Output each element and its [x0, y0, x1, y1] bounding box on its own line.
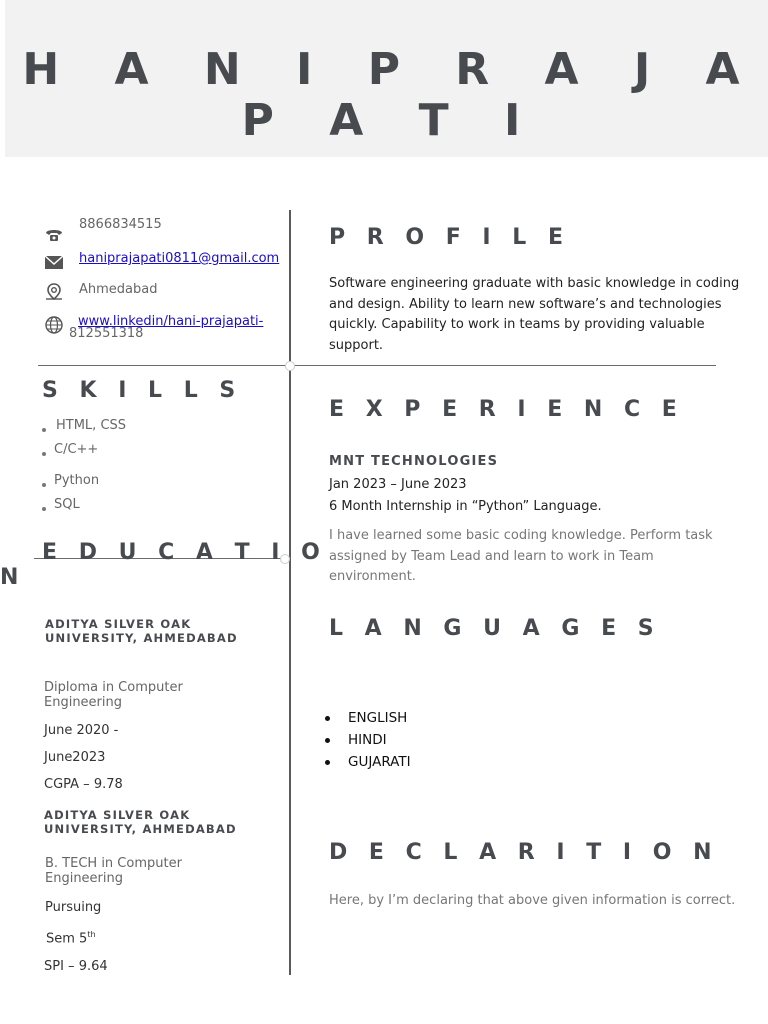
skills-title: S K I L L S [42, 378, 243, 403]
divider-profile-right [292, 365, 716, 366]
education-semester-text: Sem 5 [46, 931, 88, 947]
skill-bullet [42, 428, 46, 432]
education-degree: Diploma in Computer Engineering [44, 680, 183, 710]
linkedin-link-continued: 812551318 [69, 326, 144, 341]
languages-title: L A N G U A G E S [329, 616, 661, 641]
phone-number: 8866834515 [79, 217, 162, 232]
education-period-start: June 2020 - [44, 723, 119, 738]
skill-bullet [42, 483, 46, 487]
profile-title: P R O F I L E [329, 225, 570, 250]
education-status: Pursuing [45, 900, 102, 915]
education-title-overflow: N [0, 565, 26, 590]
education-score: CGPA – 9.78 [44, 777, 123, 792]
education-period-end: June2023 [44, 750, 106, 765]
experience-title: E X P E R I E N C E [329, 397, 684, 422]
globe-icon [44, 315, 64, 335]
language-bullet [325, 760, 330, 765]
declaration-text: Here, by I’m declaring that above given information is correct. [329, 893, 736, 908]
location-text: Ahmedabad [79, 282, 158, 297]
education-university: ADITYA SILVER OAK UNIVERSITY, AHMEDABAD [44, 808, 237, 836]
resume-name: H A N I P R A J A P A T I [22, 44, 760, 146]
education-title: E D U C A T I O [42, 540, 327, 565]
language-bullet [325, 716, 330, 721]
mail-icon [44, 252, 64, 272]
skill-item: Python [54, 473, 100, 488]
skill-item: HTML, CSS [56, 418, 127, 433]
education-score: SPI – 9.64 [44, 959, 108, 974]
phone-icon [44, 225, 64, 245]
vertical-divider [289, 210, 291, 975]
experience-description: I have learned some basic coding knowledge. Perform task assigned by Team Lead and learn to work in Team environment. [329, 528, 713, 584]
divider-joint-top [285, 361, 295, 371]
language-item: HINDI [348, 732, 387, 748]
language-item: ENGLISH [348, 710, 408, 726]
divider-contact-left [38, 365, 288, 366]
education-semester [46, 930, 96, 946]
skill-bullet [42, 507, 46, 511]
email-link[interactable]: haniprajapati0811@gmail.com [79, 251, 280, 266]
education-university: ADITYA SILVER OAK UNIVERSITY, AHMEDABAD [45, 617, 238, 645]
education-semester-sup: th [87, 930, 96, 939]
language-item: GUJARATI [348, 754, 411, 770]
linkedin-link[interactable]: www.linkedin/hani-prajapati- [78, 314, 264, 329]
experience-role: 6 Month Internship in “Python” Language. [329, 499, 602, 514]
skill-bullet [42, 452, 46, 456]
experience-period: Jan 2023 – June 2023 [329, 477, 467, 492]
profile-text: Software engineering graduate with basic knowledge in coding and design. Ability to learn new software’s and technologies quickly. Capability to work in teams by providing valuable support. [329, 276, 740, 353]
declaration-title: D E C L A R I T I O N [329, 840, 719, 865]
language-bullet [325, 738, 330, 743]
location-pin-icon [44, 282, 64, 302]
skill-item: C/C++ [54, 442, 99, 457]
experience-company: MNT TECHNOLOGIES [329, 454, 499, 469]
education-degree: B. TECH in Computer Engineering [45, 856, 182, 886]
skill-item: SQL [54, 497, 80, 512]
